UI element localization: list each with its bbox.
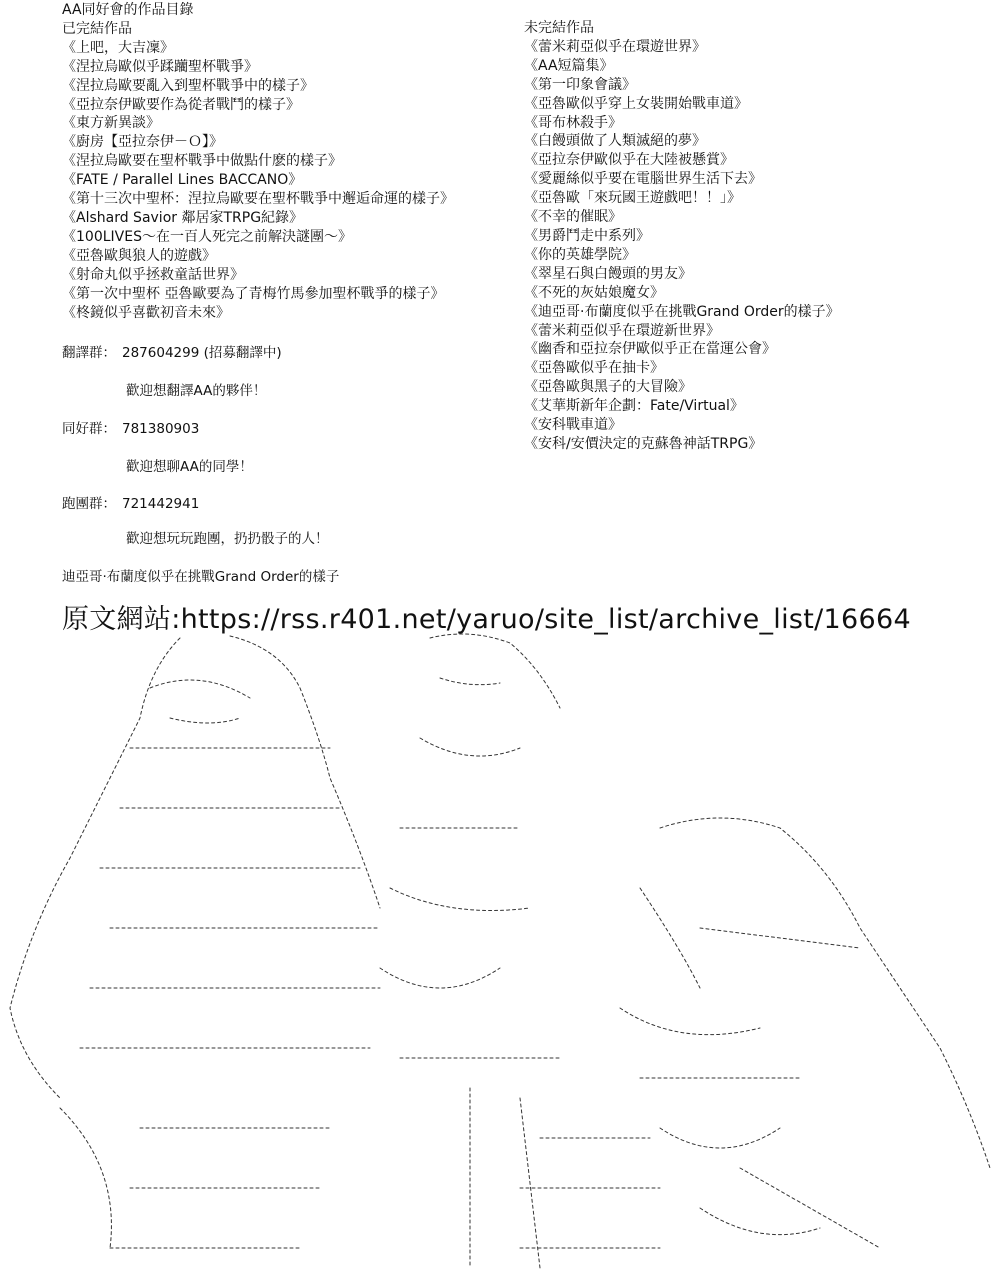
list-item: 《亞拉奈伊歐似乎在大陸被懸賞》 <box>524 152 734 169</box>
list-item: 《FATE / Parallel Lines BACCANO》 <box>62 172 303 189</box>
translation-group-number: 287604299 <box>122 345 200 361</box>
list-item: 《愛麗絲似乎要在電腦世界生活下去》 <box>524 171 762 188</box>
list-item: 《翠星石與白饅頭的男友》 <box>524 265 692 282</box>
source-url[interactable]: 原文網站:https://rss.r401.net/yaruo/site_list/archive_list/16664 <box>62 604 911 635</box>
fans-group-label: 同好群： <box>62 421 116 437</box>
fans-group-number: 781380903 <box>122 421 200 437</box>
list-item: 《男爵鬥走中系列》 <box>524 227 650 244</box>
list-item: 《東方新異談》 <box>62 115 160 132</box>
list-item: 《涅拉烏歐要亂入到聖杯戰爭中的樣子》 <box>62 77 314 94</box>
list-item: 《不死的灰姑娘魔女》 <box>524 284 664 301</box>
translation-welcome: 歡迎想翻譯AA的夥伴！ <box>126 383 267 399</box>
fans-group-line <box>62 417 199 437</box>
list-item: 《亞拉奈伊歐要作為從者戰鬥的樣子》 <box>62 96 300 113</box>
list-item: 《白饅頭做了人類滅絕的夢》 <box>524 133 706 150</box>
trpg-group-label: 跑團群： <box>62 496 116 512</box>
list-item: 《涅拉烏歐似乎蹂躪聖杯戰爭》 <box>62 58 258 75</box>
list-item: 《AA短篇集》 <box>524 57 614 74</box>
list-item: 《安科戰車道》 <box>524 417 622 434</box>
translation-group-note: (招募翻譯中) <box>203 345 282 361</box>
ongoing-heading: 未完結作品 <box>524 20 594 36</box>
list-item: 《亞魯歐「來玩國王遊戲吧！！」》 <box>524 190 741 207</box>
list-item: 《亞魯歐與黑子的大冒險》 <box>524 379 692 396</box>
trpg-group-number: 721442941 <box>122 496 200 512</box>
current-work-title: 迪亞哥·布蘭度似乎在挑戰Grand Order的樣子 <box>62 569 340 585</box>
list-item: 《迪亞哥·布蘭度似乎在挑戰Grand Order的樣子》 <box>524 303 840 320</box>
list-item: 《100LIVES～在一百人死完之前解決謎團～》 <box>62 228 352 245</box>
list-item: 《不幸的催眠》 <box>524 209 622 226</box>
list-item: 《艾華斯新年企劃：Fate/Virtual》 <box>524 398 744 415</box>
list-item: 《亞魯歐與狼人的遊戲》 <box>62 247 216 264</box>
trpg-welcome: 歡迎想玩玩跑團，扔扔骰子的人！ <box>126 531 329 547</box>
ascii-art-illustration <box>0 628 999 1278</box>
list-item: 《亞魯歐似乎在抽卡》 <box>524 360 664 377</box>
list-item: 《哥布林殺手》 <box>524 114 622 131</box>
list-item: 《亞魯歐似乎穿上女裝開始戰車道》 <box>524 95 748 112</box>
ongoing-works-list <box>524 19 840 454</box>
list-item: 《廚房【亞拉奈伊－Ｏ】》 <box>62 134 223 151</box>
list-item: 《第十三次中聖杯：涅拉烏歐要在聖杯戰爭中邂逅命運的樣子》 <box>62 191 454 208</box>
list-item: 《蕾米莉亞似乎在環遊世界》 <box>524 38 706 55</box>
list-item: 《上吧，大吉凜》 <box>62 39 174 56</box>
completed-heading: 已完結作品 <box>62 20 132 37</box>
translation-group-label: 翻譯群： <box>62 345 116 361</box>
catalog-title: AA同好會的作品目錄 <box>62 2 194 18</box>
list-item: 《第一次中聖杯 亞魯歐要為了青梅竹馬參加聖杯戰爭的樣子》 <box>62 285 445 302</box>
list-item: 《你的英雄學院》 <box>524 246 636 263</box>
list-item: 《涅拉烏歐要在聖杯戰爭中做點什麽的樣子》 <box>62 153 342 170</box>
list-item: 《幽香和亞拉奈伊歐似乎正在當運公會》 <box>524 341 776 358</box>
list-item: 《Alshard Savior 鄰居家TRPG紀錄》 <box>62 209 304 226</box>
completed-works-list <box>62 1 454 322</box>
fans-welcome: 歡迎想聊AA的同學！ <box>126 459 253 475</box>
list-item: 《安科/安價決定的克蘇魯神話TRPG》 <box>524 435 763 452</box>
list-item: 《蕾米莉亞似乎在環遊新世界》 <box>524 322 720 339</box>
list-item: 《射命丸似乎拯救童話世界》 <box>62 266 244 283</box>
list-item: 《柊鏡似乎喜歡初音未來》 <box>62 304 230 321</box>
trpg-group-line <box>62 492 199 512</box>
list-item: 《第一印象會議》 <box>524 76 636 93</box>
translation-group-line <box>62 341 282 361</box>
